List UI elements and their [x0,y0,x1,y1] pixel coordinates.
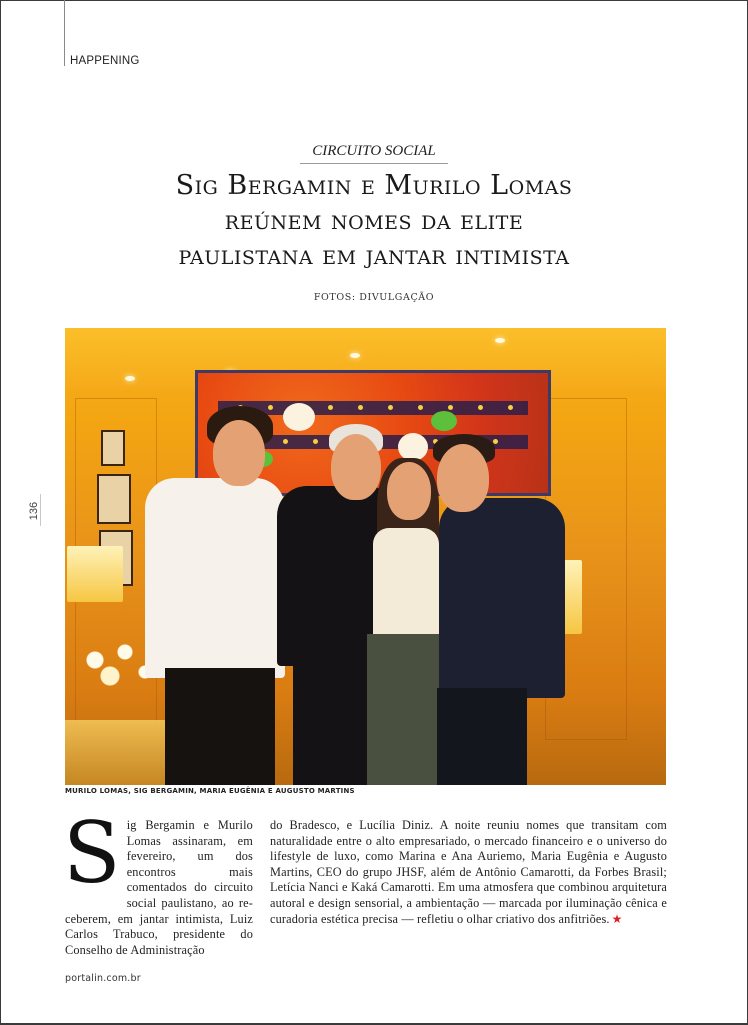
photo-credit: FOTOS: DIVULGAÇÃO [313,292,435,303]
body-text-left: ig Bergamin e Murilo Lomas assinaram, em fevereiro, um dos encontros mais comentados do circuito social paulistano, ao re-ceberem, em jantar intimista, Luiz Carlos Trabuco, presidente do Conselho de Administração [65,818,253,957]
body-text-right: do Bradesco, e Lucília Diniz. A noite reuniu nomes que transitam com naturalidade entre o alto empresariado, o mercado financeiro e o universo do lifestyle de luxo, como Marina e Ana Auriemo, Maria Eugênia e Augusto Martins, CEO do grupo JHSF, além de Antônio Camarotti, da Forbes Brasil; Letícia Nanci e Kaká Camarotti. Em uma atmosfera que combinou arquitetura autoral e design sensorial, a ambientação — marcada por iluminação cênica e curadoria estética precisa — refletiu o olhar criativo dos anfitriões. [270,818,667,926]
wall-frame [97,474,131,524]
ceiling-light [350,353,360,358]
photo-caption: MURILO LOMAS, SIG BERGAMIN, MARIA EUGÊNIA E AUGUSTO MARTINS [65,787,355,795]
body-column-right [270,818,667,927]
section-label: HAPPENING [70,55,140,67]
table-lamp [67,546,123,602]
headline-line-3: paulistana em jantar intimista [178,240,570,271]
wall-frame [101,430,125,466]
headline [60,168,688,273]
page-number: 136 [28,501,40,521]
body-column-left [63,804,253,958]
drop-cap: S [63,804,121,902]
ceiling-light [125,376,135,381]
ceiling-light [495,338,505,343]
article-photo [65,328,666,785]
kicker-label: CIRCUITO SOCIAL [300,143,448,164]
headline-line-2: reúnem nomes da elite [224,205,524,236]
footer-url: portalin.com.br [65,973,141,984]
section-rule [64,0,65,66]
headline-line-1: Sig Bergamin e Murilo Lomas [175,170,573,201]
kicker [0,142,748,164]
end-mark-star-icon: ★ [611,911,623,926]
